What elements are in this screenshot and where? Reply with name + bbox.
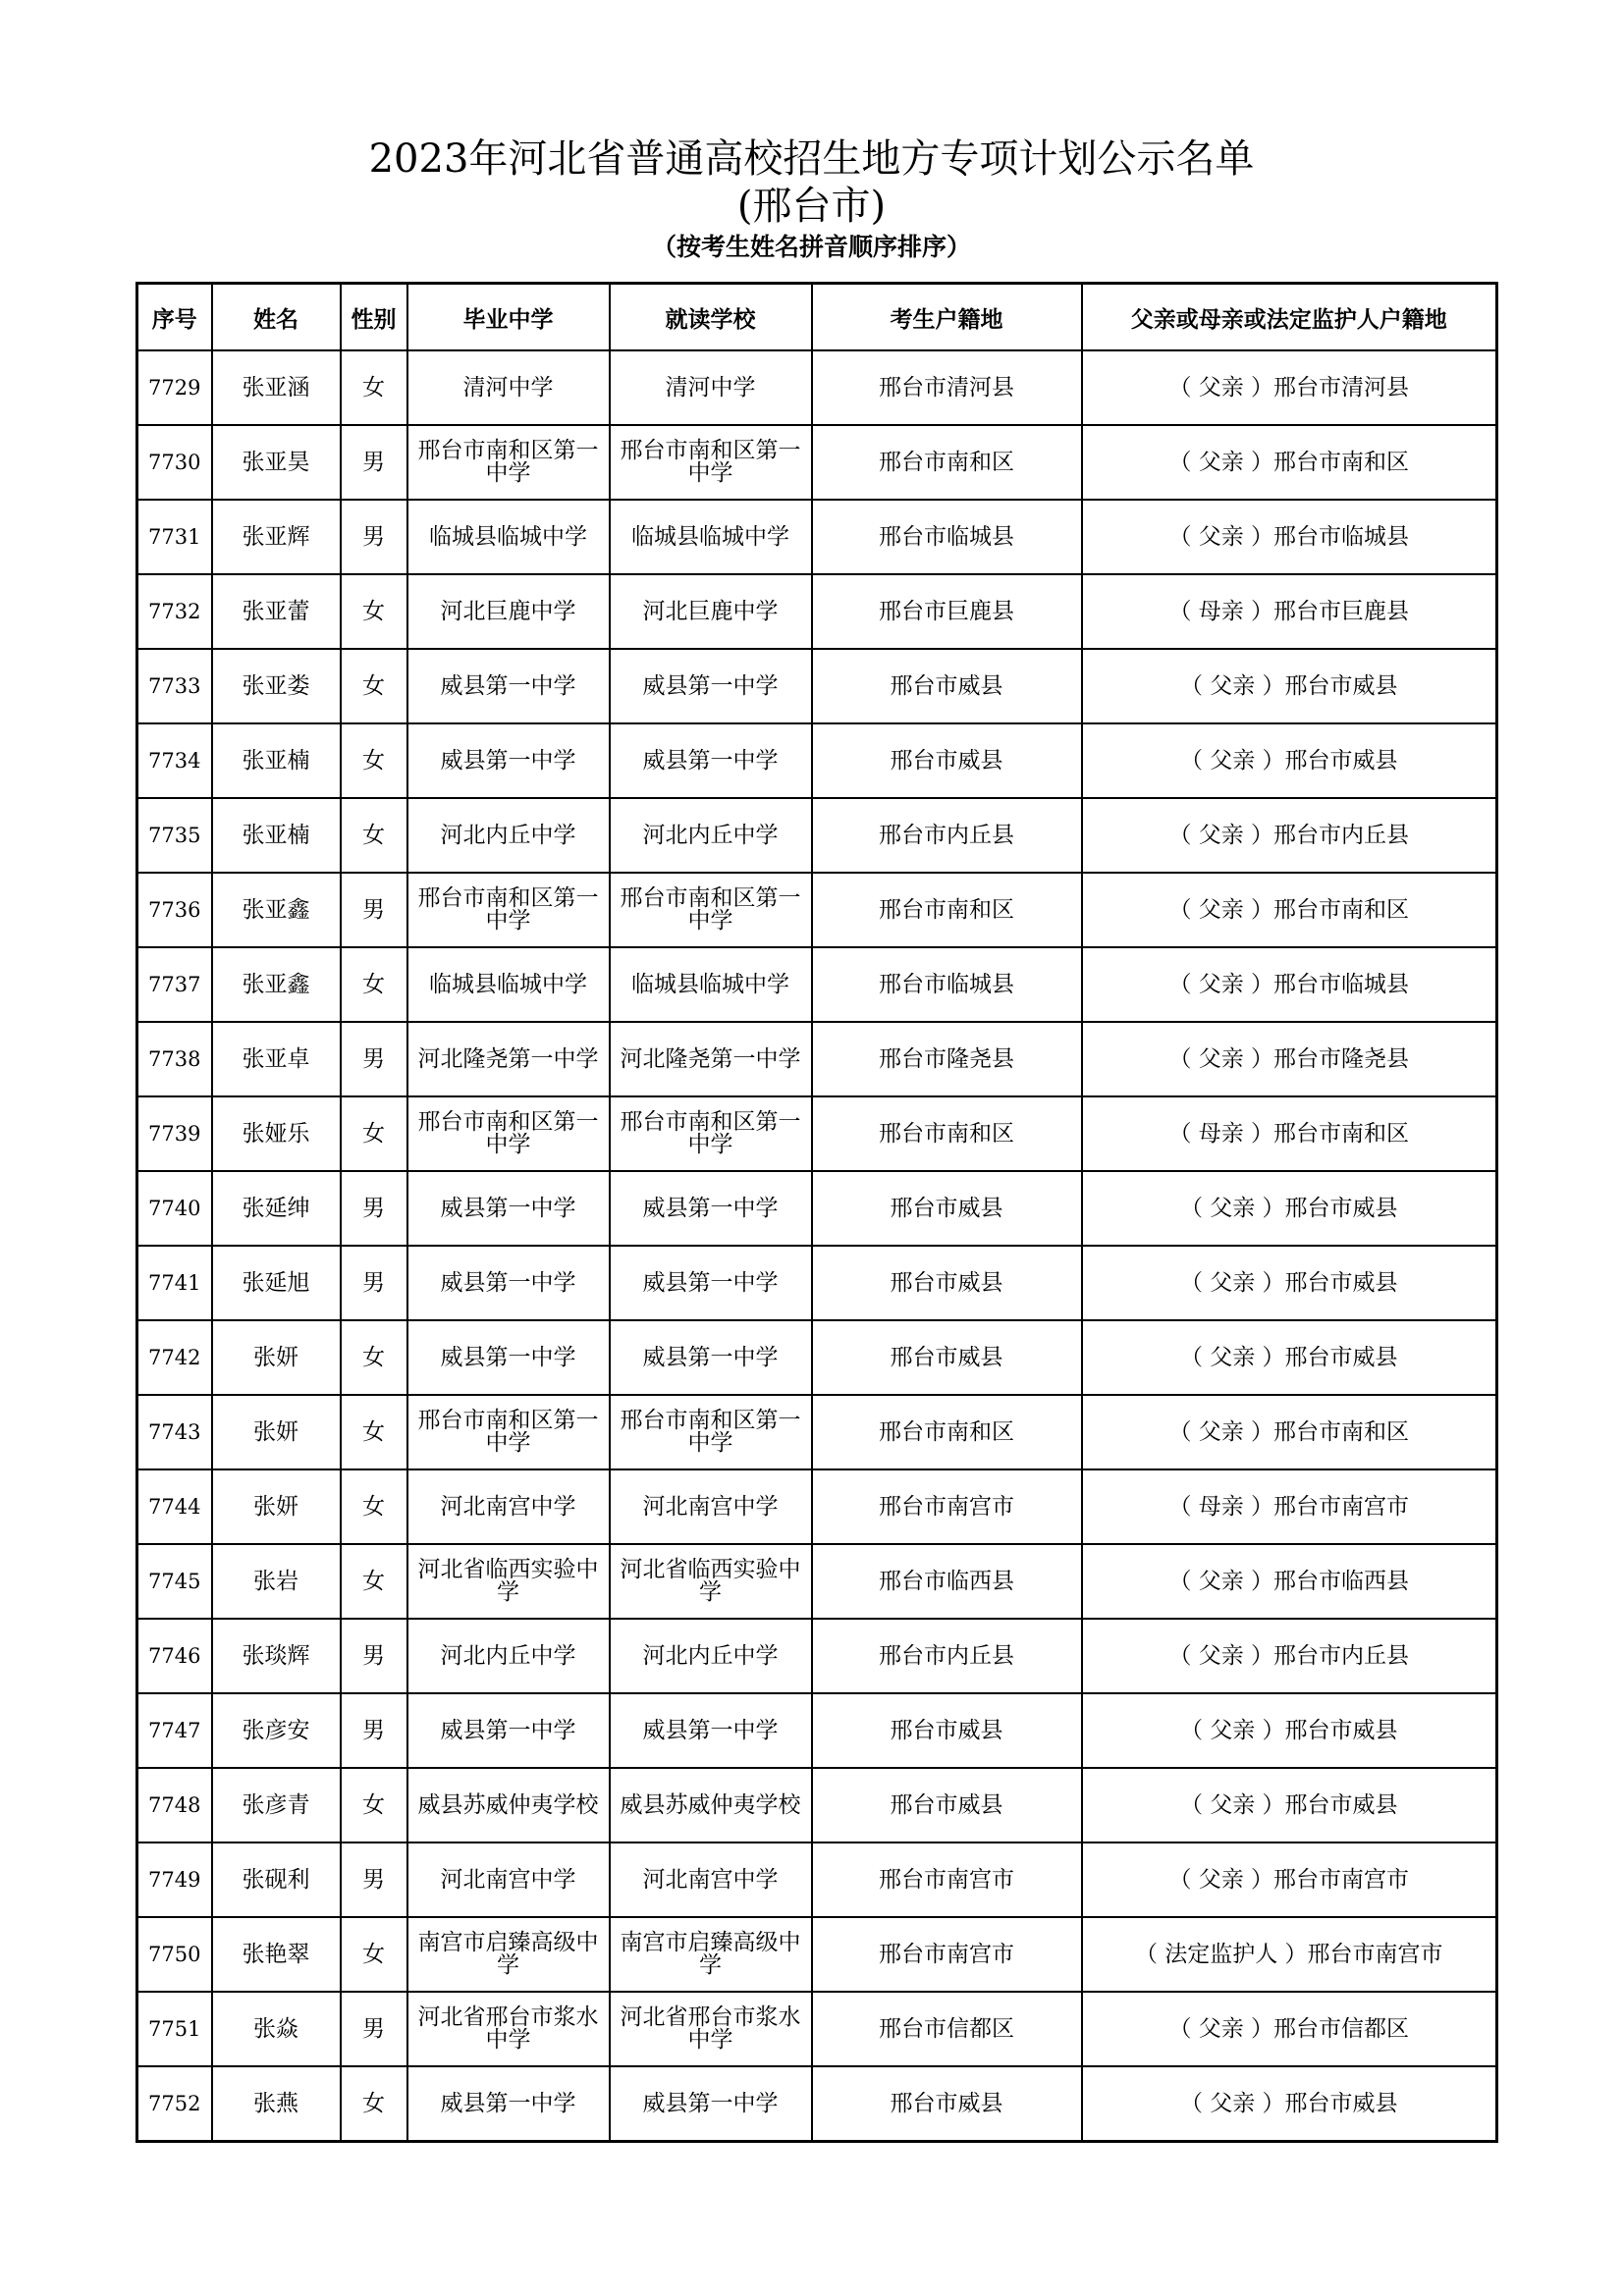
cell-grad-school: 邢台市南和区第一中学 [407,425,610,500]
cell-guardian-residence: （ 母亲 ）邢台市巨鹿县 [1082,574,1497,649]
cell-name: 张延绅 [212,1171,341,1246]
roster-table [135,282,1498,2143]
cell-residence: 邢台市隆尧县 [812,1022,1082,1096]
cell-guardian-residence: （ 父亲 ）邢台市信都区 [1082,1992,1497,2066]
cell-grad-school: 河北南宫中学 [407,1842,610,1917]
cell-gender: 男 [341,1246,407,1320]
cell-grad-school: 邢台市南和区第一中学 [407,1395,610,1469]
cell-guardian-residence: （ 父亲 ）邢台市南和区 [1082,873,1497,947]
cell-grad-school: 河北内丘中学 [407,1619,610,1693]
table-row [137,1544,1497,1619]
table-row [137,947,1497,1022]
cell-guardian-residence: （ 父亲 ）邢台市威县 [1082,1246,1497,1320]
table-row [137,1469,1497,1544]
cell-residence: 邢台市内丘县 [812,1619,1082,1693]
header-guardian-residence: 父亲或母亲或法定监护人户籍地 [1082,284,1497,351]
cell-name: 张砚利 [212,1842,341,1917]
cell-gender: 女 [341,1469,407,1544]
cell-name: 张琰辉 [212,1619,341,1693]
cell-grad-school: 威县第一中学 [407,1171,610,1246]
cell-gender: 女 [341,350,407,425]
cell-seq: 7745 [137,1544,212,1619]
cell-seq: 7737 [137,947,212,1022]
cell-guardian-residence: （ 母亲 ）邢台市南宫市 [1082,1469,1497,1544]
cell-name: 张娅乐 [212,1096,341,1171]
header-current-school: 就读学校 [610,284,812,351]
table-row [137,1171,1497,1246]
cell-gender: 女 [341,947,407,1022]
cell-name: 张焱 [212,1992,341,2066]
cell-grad-school: 临城县临城中学 [407,947,610,1022]
cell-gender: 男 [341,425,407,500]
header-seq: 序号 [137,284,212,351]
cell-current-school: 威县第一中学 [610,1320,812,1395]
cell-seq: 7749 [137,1842,212,1917]
cell-current-school: 威县第一中学 [610,1693,812,1768]
cell-seq: 7729 [137,350,212,425]
cell-current-school: 临城县临城中学 [610,500,812,574]
table-row [137,425,1497,500]
cell-name: 张亚楠 [212,798,341,873]
table-row [137,1917,1497,1992]
cell-gender: 男 [341,873,407,947]
cell-grad-school: 河北隆尧第一中学 [407,1022,610,1096]
cell-residence: 邢台市南和区 [812,873,1082,947]
cell-guardian-residence: （ 父亲 ）邢台市临城县 [1082,500,1497,574]
cell-name: 张亚辉 [212,500,341,574]
cell-residence: 邢台市威县 [812,1246,1082,1320]
cell-grad-school: 河北巨鹿中学 [407,574,610,649]
cell-gender: 女 [341,1917,407,1992]
cell-gender: 女 [341,1768,407,1842]
cell-gender: 女 [341,649,407,723]
cell-grad-school: 邢台市南和区第一中学 [407,1096,610,1171]
cell-seq: 7738 [137,1022,212,1096]
cell-seq: 7743 [137,1395,212,1469]
table-header [137,284,1497,351]
cell-residence: 邢台市威县 [812,723,1082,798]
cell-name: 张妍 [212,1320,341,1395]
header-gender: 性别 [341,284,407,351]
cell-guardian-residence: （ 父亲 ）邢台市南和区 [1082,425,1497,500]
cell-gender: 女 [341,1395,407,1469]
cell-name: 张亚鑫 [212,947,341,1022]
table-row [137,723,1497,798]
cell-guardian-residence: （ 父亲 ）邢台市内丘县 [1082,1619,1497,1693]
cell-seq: 7739 [137,1096,212,1171]
cell-residence: 邢台市南宫市 [812,1917,1082,1992]
cell-grad-school: 河北南宫中学 [407,1469,610,1544]
cell-current-school: 威县第一中学 [610,1246,812,1320]
cell-seq: 7734 [137,723,212,798]
cell-guardian-residence: （ 父亲 ）邢台市临西县 [1082,1544,1497,1619]
cell-seq: 7751 [137,1992,212,2066]
cell-grad-school: 河北省邢台市浆水中学 [407,1992,610,2066]
cell-gender: 男 [341,500,407,574]
cell-residence: 邢台市威县 [812,1693,1082,1768]
cell-residence: 邢台市威县 [812,1768,1082,1842]
cell-name: 张妍 [212,1469,341,1544]
cell-name: 张亚卓 [212,1022,341,1096]
table-row [137,1619,1497,1693]
table-row [137,1022,1497,1096]
table-row [137,350,1497,425]
cell-grad-school: 威县第一中学 [407,1246,610,1320]
cell-residence: 邢台市南和区 [812,425,1082,500]
table-row [137,1768,1497,1842]
cell-current-school: 河北巨鹿中学 [610,574,812,649]
cell-seq: 7746 [137,1619,212,1693]
cell-gender: 女 [341,1320,407,1395]
cell-guardian-residence: （ 父亲 ）邢台市内丘县 [1082,798,1497,873]
cell-seq: 7742 [137,1320,212,1395]
cell-current-school: 河北省临西实验中学 [610,1544,812,1619]
cell-name: 张燕 [212,2066,341,2142]
cell-current-school: 威县第一中学 [610,2066,812,2142]
cell-guardian-residence: （ 父亲 ）邢台市威县 [1082,1693,1497,1768]
cell-grad-school: 威县第一中学 [407,649,610,723]
table-row [137,1096,1497,1171]
cell-name: 张彦青 [212,1768,341,1842]
cell-name: 张岩 [212,1544,341,1619]
cell-gender: 男 [341,1022,407,1096]
cell-guardian-residence: （ 母亲 ）邢台市南和区 [1082,1096,1497,1171]
cell-name: 张亚楠 [212,723,341,798]
cell-residence: 邢台市临城县 [812,500,1082,574]
cell-gender: 女 [341,723,407,798]
table-row [137,1320,1497,1395]
table-row [137,1992,1497,2066]
sort-note: （按考生姓名拼音顺序排序） [651,233,971,261]
cell-residence: 邢台市南宫市 [812,1469,1082,1544]
header-grad-school: 毕业中学 [407,284,610,351]
cell-grad-school: 河北内丘中学 [407,798,610,873]
cell-current-school: 威县第一中学 [610,723,812,798]
cell-seq: 7744 [137,1469,212,1544]
cell-gender: 女 [341,2066,407,2142]
header-row [137,284,1497,351]
cell-guardian-residence: （ 父亲 ）邢台市隆尧县 [1082,1022,1497,1096]
table-row [137,873,1497,947]
cell-current-school: 威县第一中学 [610,649,812,723]
cell-grad-school: 威县第一中学 [407,723,610,798]
cell-current-school: 临城县临城中学 [610,947,812,1022]
cell-current-school: 南宫市启臻高级中学 [610,1917,812,1992]
cell-current-school: 邢台市南和区第一中学 [610,873,812,947]
cell-grad-school: 威县苏威仲夷学校 [407,1768,610,1842]
cell-residence: 邢台市信都区 [812,1992,1082,2066]
cell-residence: 邢台市威县 [812,1320,1082,1395]
cell-current-school: 邢台市南和区第一中学 [610,1096,812,1171]
cell-seq: 7732 [137,574,212,649]
cell-current-school: 河北隆尧第一中学 [610,1022,812,1096]
cell-gender: 男 [341,1693,407,1768]
cell-grad-school: 临城县临城中学 [407,500,610,574]
cell-guardian-residence: （ 父亲 ）邢台市威县 [1082,1320,1497,1395]
cell-current-school: 威县苏威仲夷学校 [610,1768,812,1842]
cell-guardian-residence: （ 父亲 ）邢台市威县 [1082,1768,1497,1842]
cell-name: 张亚涵 [212,350,341,425]
cell-guardian-residence: （ 父亲 ）邢台市威县 [1082,649,1497,723]
cell-seq: 7731 [137,500,212,574]
cell-guardian-residence: （ 父亲 ）邢台市南宫市 [1082,1842,1497,1917]
cell-residence: 邢台市威县 [812,1171,1082,1246]
cell-guardian-residence: （ 父亲 ）邢台市清河县 [1082,350,1497,425]
cell-guardian-residence: （ 法定监护人 ）邢台市南宫市 [1082,1917,1497,1992]
table-row [137,1693,1497,1768]
cell-grad-school: 威县第一中学 [407,1320,610,1395]
cell-seq: 7736 [137,873,212,947]
cell-residence: 邢台市南和区 [812,1395,1082,1469]
cell-residence: 邢台市临城县 [812,947,1082,1022]
cell-current-school: 河北省邢台市浆水中学 [610,1992,812,2066]
header-name: 姓名 [212,284,341,351]
cell-grad-school: 清河中学 [407,350,610,425]
cell-seq: 7740 [137,1171,212,1246]
table-row [137,649,1497,723]
cell-gender: 女 [341,574,407,649]
cell-residence: 邢台市清河县 [812,350,1082,425]
cell-grad-school: 邢台市南和区第一中学 [407,873,610,947]
table-row [137,574,1497,649]
cell-name: 张彦安 [212,1693,341,1768]
cell-seq: 7752 [137,2066,212,2142]
cell-gender: 男 [341,1842,407,1917]
cell-current-school: 河北内丘中学 [610,798,812,873]
cell-grad-school: 河北省临西实验中学 [407,1544,610,1619]
cell-gender: 女 [341,1096,407,1171]
cell-current-school: 河北南宫中学 [610,1842,812,1917]
cell-name: 张延旭 [212,1246,341,1320]
table-row [137,500,1497,574]
cell-residence: 邢台市南和区 [812,1096,1082,1171]
cell-current-school: 邢台市南和区第一中学 [610,1395,812,1469]
cell-gender: 男 [341,1171,407,1246]
cell-name: 张亚娄 [212,649,341,723]
cell-grad-school: 威县第一中学 [407,2066,610,2142]
cell-guardian-residence: （ 父亲 ）邢台市威县 [1082,2066,1497,2142]
cell-seq: 7747 [137,1693,212,1768]
cell-grad-school: 南宫市启臻高级中学 [407,1917,610,1992]
cell-gender: 女 [341,1544,407,1619]
cell-gender: 男 [341,1619,407,1693]
cell-guardian-residence: （ 父亲 ）邢台市威县 [1082,723,1497,798]
table-row [137,1842,1497,1917]
cell-residence: 邢台市临西县 [812,1544,1082,1619]
cell-current-school: 河北南宫中学 [610,1469,812,1544]
cell-name: 张亚昊 [212,425,341,500]
cell-seq: 7748 [137,1768,212,1842]
table-row [137,798,1497,873]
cell-guardian-residence: （ 父亲 ）邢台市威县 [1082,1171,1497,1246]
cell-seq: 7750 [137,1917,212,1992]
cell-current-school: 河北内丘中学 [610,1619,812,1693]
cell-name: 张亚蕾 [212,574,341,649]
cell-seq: 7741 [137,1246,212,1320]
cell-gender: 女 [341,798,407,873]
cell-current-school: 邢台市南和区第一中学 [610,425,812,500]
cell-current-school: 威县第一中学 [610,1171,812,1246]
cell-guardian-residence: （ 父亲 ）邢台市南和区 [1082,1395,1497,1469]
table-body [137,350,1497,2142]
cell-residence: 邢台市南宫市 [812,1842,1082,1917]
cell-name: 张艳翠 [212,1917,341,1992]
cell-residence: 邢台市威县 [812,649,1082,723]
table-row [137,1246,1497,1320]
table-row [137,1395,1497,1469]
cell-residence: 邢台市威县 [812,2066,1082,2142]
cell-residence: 邢台市内丘县 [812,798,1082,873]
page-subtitle: (邢台市) [736,184,887,229]
cell-name: 张妍 [212,1395,341,1469]
cell-grad-school: 威县第一中学 [407,1693,610,1768]
cell-seq: 7733 [137,649,212,723]
page-title: 2023年河北省普通高校招生地方专项计划公示名单 [368,136,1255,182]
cell-seq: 7735 [137,798,212,873]
cell-gender: 男 [341,1992,407,2066]
cell-name: 张亚鑫 [212,873,341,947]
table-row [137,2066,1497,2142]
cell-residence: 邢台市巨鹿县 [812,574,1082,649]
cell-seq: 7730 [137,425,212,500]
header-residence: 考生户籍地 [812,284,1082,351]
cell-guardian-residence: （ 父亲 ）邢台市临城县 [1082,947,1497,1022]
cell-current-school: 清河中学 [610,350,812,425]
